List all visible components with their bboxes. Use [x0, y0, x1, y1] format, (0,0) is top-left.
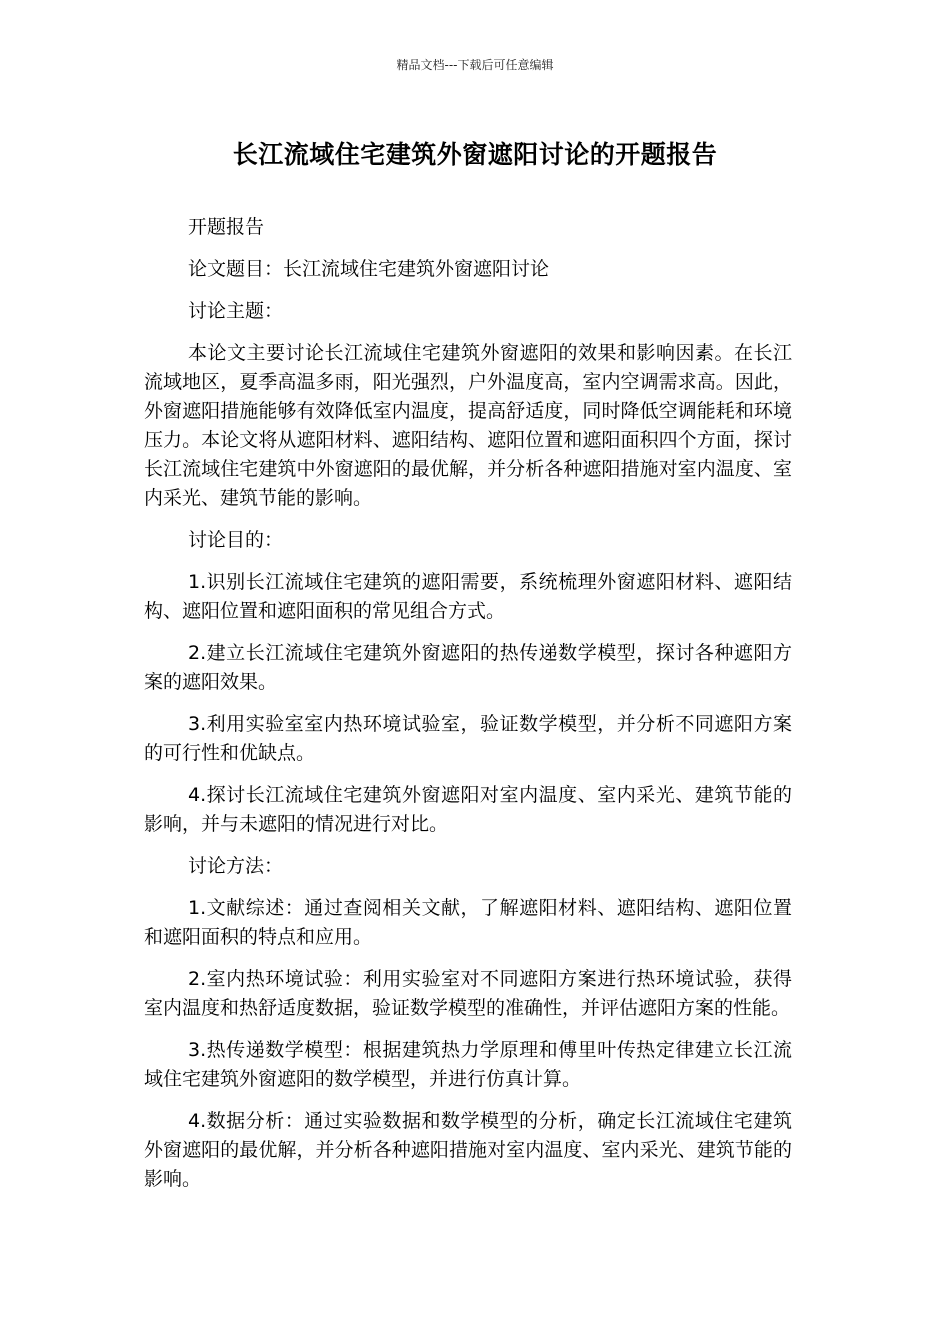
document-body [144, 213, 792, 1207]
method-item-2: 2.室内热环境试验：利用实验室对不同遮阳方案进行热环境试验，获得室内温度和热舒适度数据，验证数学模型的准确性，并评估遮阳方案的性能。 [144, 968, 792, 1019]
header-note: 精品文档---下载后可任意编辑 [396, 58, 554, 72]
heading-research-purpose: 讨论目的： [188, 529, 284, 551]
paragraph-thesis-title: 论文题目：长江流域住宅建筑外窗遮阳讨论 [188, 258, 550, 280]
method-item-1: 1.文献综述：通过查阅相关文献，了解遮阳材料、遮阳结构、遮阳位置和遮阳面积的特点和应用。 [144, 897, 792, 948]
paragraph-topic-description: 本论文主要讨论长江流域住宅建筑外窗遮阳的效果和影响因素。在长江流域地区，夏季高温多雨，阳光强烈，户外温度高，室内空调需求高。因此，外窗遮阳措施能够有效降低室内温度，提高舒适度，同时降低空调能耗和环境压力。本论文将从遮阳材料、遮阳结构、遮阳位置和遮阳面积四个方面，探讨长江流域住宅建筑中外窗遮阳的最优解，并分析各种遮阳措施对室内温度、室内采光、建筑节能的影响。 [144, 342, 792, 509]
method-item-4: 4.数据分析：通过实验数据和数学模型的分析，确定长江流域住宅建筑外窗遮阳的最优解，并分析各种遮阳措施对室内温度、室内采光、建筑节能的影响。 [144, 1110, 792, 1190]
purpose-item-2: 2.建立长江流域住宅建筑外窗遮阳的热传递数学模型，探讨各种遮阳方案的遮阳效果。 [144, 642, 792, 693]
paragraph-report-label: 开题报告 [188, 216, 265, 238]
purpose-item-3: 3.利用实验室室内热环境试验室，验证数学模型，并分析不同遮阳方案的可行性和优缺点。 [144, 713, 792, 764]
heading-research-method: 讨论方法： [188, 855, 284, 877]
method-item-3: 3.热传递数学模型：根据建筑热力学原理和傅里叶传热定律建立长江流域住宅建筑外窗遮阳的数学模型，并进行仿真计算。 [144, 1039, 792, 1090]
purpose-item-4: 4.探讨长江流域住宅建筑外窗遮阳对室内温度、室内采光、建筑节能的影响，并与未遮阳的情况进行对比。 [144, 784, 792, 835]
document-title: 长江流域住宅建筑外窗遮阳讨论的开题报告 [232, 140, 718, 169]
purpose-item-1: 1.识别长江流域住宅建筑的遮阳需要，系统梳理外窗遮阳材料、遮阳结构、遮阳位置和遮阳面积的常见组合方式。 [144, 571, 792, 622]
heading-research-topic: 讨论主题： [188, 300, 284, 322]
